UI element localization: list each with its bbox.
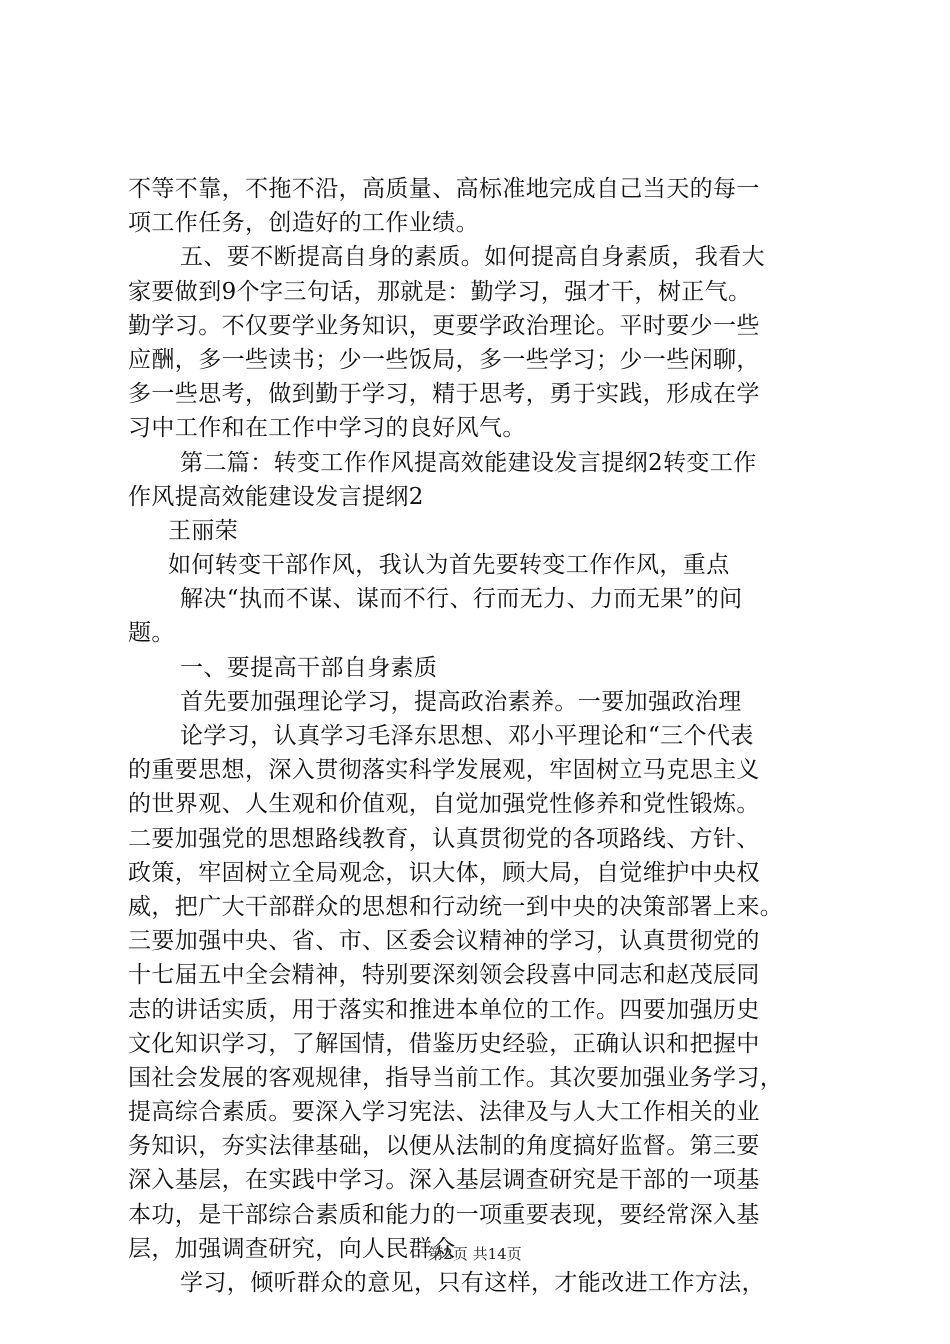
text-line: 本功，是干部综合素质和能力的一项重要表现，要经常深入基 — [128, 1201, 760, 1228]
text-line: 习中工作和在工作中学习的良好风气。 — [128, 415, 526, 442]
text-line: 深入基层，在实践中学习。深入基层调查研究是干部的一项基 — [128, 1167, 760, 1194]
text-line: 勤学习。不仅要学业务知识，更要学政治理论。平时要少一些 — [128, 312, 760, 339]
author-name: 王丽荣 — [168, 517, 239, 544]
text-line: 层，加强调查研究，向人民群众 — [128, 1235, 456, 1262]
text-line: 十七届五中全会精神，特别要深刻领会段喜中同志和赵茂辰同 — [128, 962, 760, 989]
page-footer: 第2页 共14页 — [428, 1245, 522, 1263]
text-line: 威，把广大干部群众的思想和行动统一到中央的决策部署上来。 — [128, 893, 784, 920]
text-line: 项工作任务，创造好的工作业绩。 — [128, 210, 479, 237]
text-line: 学习，倾听群众的意见，只有这样，才能改进工作方法， — [180, 1270, 765, 1296]
text-line: 家要做到9个字三句话，那就是：勤学习，强才干，树正气。 — [128, 278, 752, 305]
document-body — [128, 172, 848, 1300]
text-line: 务知识，夯实法律基础，以便从法制的角度搞好监督。第三要 — [128, 1133, 760, 1160]
text-line: 三要加强中央、省、市、区委会议精神的学习，认真贯彻党的 — [128, 928, 760, 955]
text-line: 文化知识学习，了解国情，借鉴历史经验，正确认识和把握中 — [128, 1030, 760, 1057]
text-line: 多一些思考，做到勤于学习，精于思考，勇于实践，形成在学 — [128, 381, 760, 408]
text-line: 论学习，认真学习毛泽东思想、邓小平理论和“三个代表 — [180, 723, 754, 749]
section-heading: 作风提高效能建设发言提纲2 — [128, 483, 424, 510]
text-line: 国社会发展的客观规律，指导当前工作。其次要加强业务学习， — [128, 1064, 784, 1091]
text-line: 五、要不断提高自身的素质。如何提高自身素质，我看大 — [180, 244, 765, 271]
text-line: 题。 — [128, 620, 175, 647]
text-line: 的世界观、人生观和价值观，自觉加强党性修养和党性锻炼。 — [128, 791, 760, 818]
text-line: 应酬，多一些读书；少一些饭局，多一些学习；少一些闲聊， — [128, 346, 760, 373]
subsection-heading: 一、要提高干部自身素质 — [180, 654, 438, 681]
text-line: 如何转变干部作风，我认为首先要转变工作作风，重点 — [168, 552, 730, 579]
text-line: 不等不靠，不拖不沿，高质量、高标准地完成自己当天的每一 — [128, 176, 760, 202]
text-line: 二要加强党的思想路线教育，认真贯彻党的各项路线、方针、 — [128, 825, 760, 852]
section-heading: 第二篇：转变工作作风提高效能建设发言提纲2转变工作 — [180, 449, 757, 476]
text-line: 首先要加强理论学习，提高政治素养。一要加强政治理 — [180, 688, 742, 715]
text-line: 志的讲话实质，用于落实和推进本单位的工作。四要加强历史 — [128, 996, 760, 1023]
text-line: 提高综合素质。要深入学习宪法、法律及与人大工作相关的业 — [128, 1099, 760, 1126]
text-line: 的重要思想，深入贯彻落实科学发展观，牢固树立马克思主义 — [128, 757, 760, 784]
text-line: 政策，牢固树立全局观念，识大体，顾大局，自觉维护中央权 — [128, 859, 760, 886]
text-line: 解决“执而不谋、谋而不行、行而无力、力而无果”的问 — [180, 586, 743, 613]
